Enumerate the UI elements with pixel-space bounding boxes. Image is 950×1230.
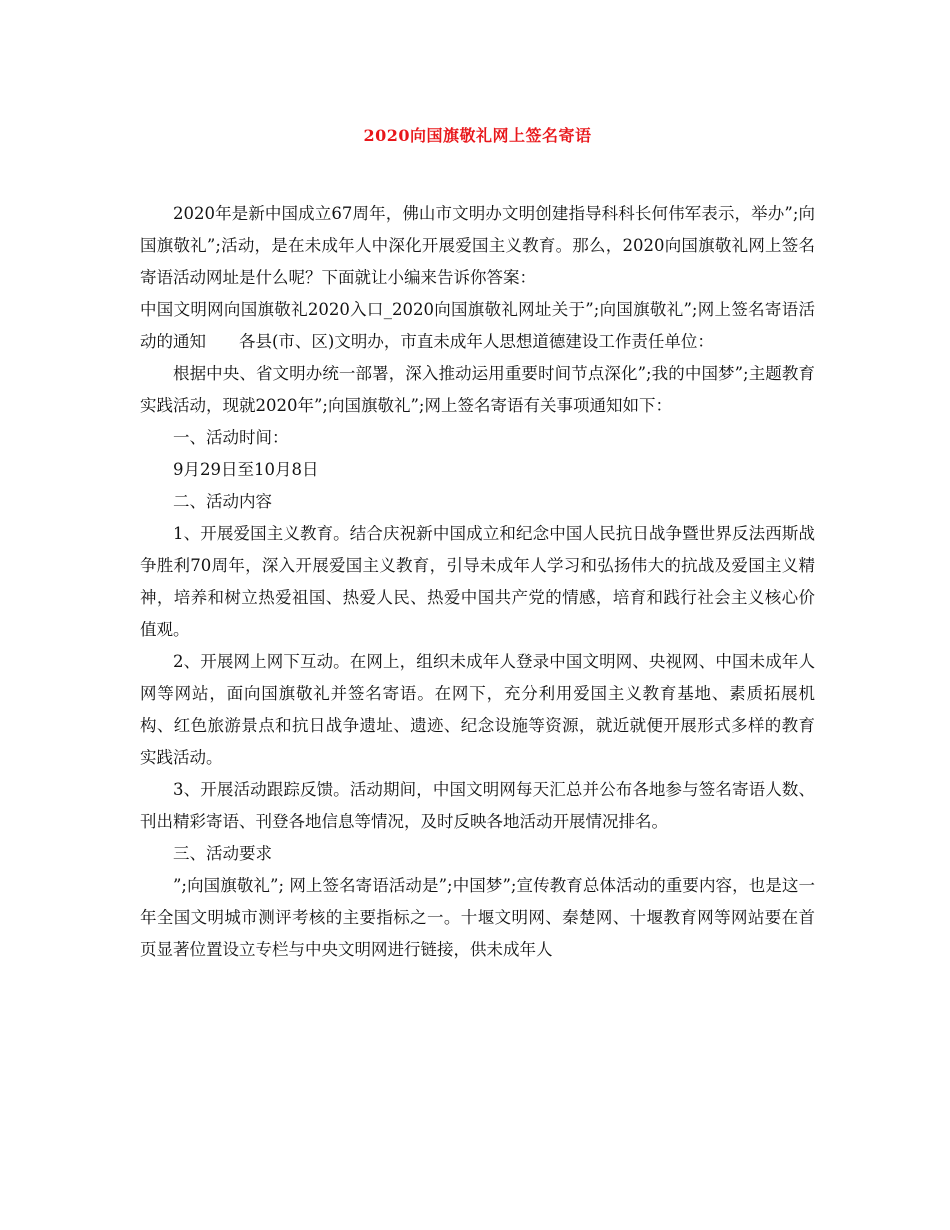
paragraph-item-1: 1、开展爱国主义教育。结合庆祝新中国成立和纪念中国人民抗日战争暨世界反法西斯战争胜利70周年，深入开展爱国主义教育，引导未成年人学习和弘扬伟大的抗战及爱国主义精神，培养和树立热爱祖国、热爱人民、热爱中国共产党的情感，培育和践行社会主义核心价值观。 — [140, 524, 815, 639]
paragraph-deployment: 根据中央、省文明办统一部署，深入推动运用重要时间节点深化”;我的中国梦”;主题教育实践活动，现就2020年”;向国旗敬礼”;网上签名寄语有关事项通知如下： — [140, 364, 815, 415]
section-heading-content: 二、活动内容 — [173, 492, 272, 511]
document-page — [140, 120, 815, 966]
paragraph-requirements: ”;向国旗敬礼”; 网上签名寄语活动是”;中国梦”;宣传教育总体活动的重要内容，也是这一年全国文明城市测评考核的主要指标之一。十堰文明网、秦楚网、十堰教育网等网站要在首页显著位置设立专栏与中央文明网进行链接，供未成年人 — [140, 876, 815, 959]
section-heading-time: 一、活动时间： — [173, 428, 289, 447]
paragraph-intro: 2020年是新中国成立67周年，佛山市文明办文明创建指导科科长何伟军表示，举办”;向国旗敬礼”;活动，是在未成年人中深化开展爱国主义教育。那么，2020向国旗敬礼网上签名寄语活动网址是什么呢？下面就让小编来告诉你答案： — [140, 204, 815, 287]
document-title: 2020向国旗敬礼网上签名寄语 — [363, 126, 592, 145]
paragraph-notice-header: 中国文明网向国旗敬礼2020入口_2020向国旗敬礼网址关于”;向国旗敬礼”;网上签名寄语活动的通知 各县(市、区)文明办，市直未成年人思想道德建设工作责任单位： — [140, 300, 815, 351]
paragraph-item-3: 3、开展活动跟踪反馈。活动期间，中国文明网每天汇总并公布各地参与签名寄语人数、刊出精彩寄语、刊登各地信息等情况，及时反映各地活动开展情况排名。 — [140, 780, 815, 831]
paragraph-item-2: 2、开展网上网下互动。在网上，组织未成年人登录中国文明网、央视网、中国未成年人网等网站，面向国旗敬礼并签名寄语。在网下，充分利用爱国主义教育基地、素质拓展机构、红色旅游景点和抗日战争遗址、遗迹、纪念设施等资源，就近就便开展形式多样的教育实践活动。 — [140, 652, 815, 767]
document-body — [140, 198, 815, 966]
section-heading-requirements: 三、活动要求 — [173, 844, 272, 863]
paragraph-activity-dates: 9月29日至10月8日 — [173, 460, 319, 479]
